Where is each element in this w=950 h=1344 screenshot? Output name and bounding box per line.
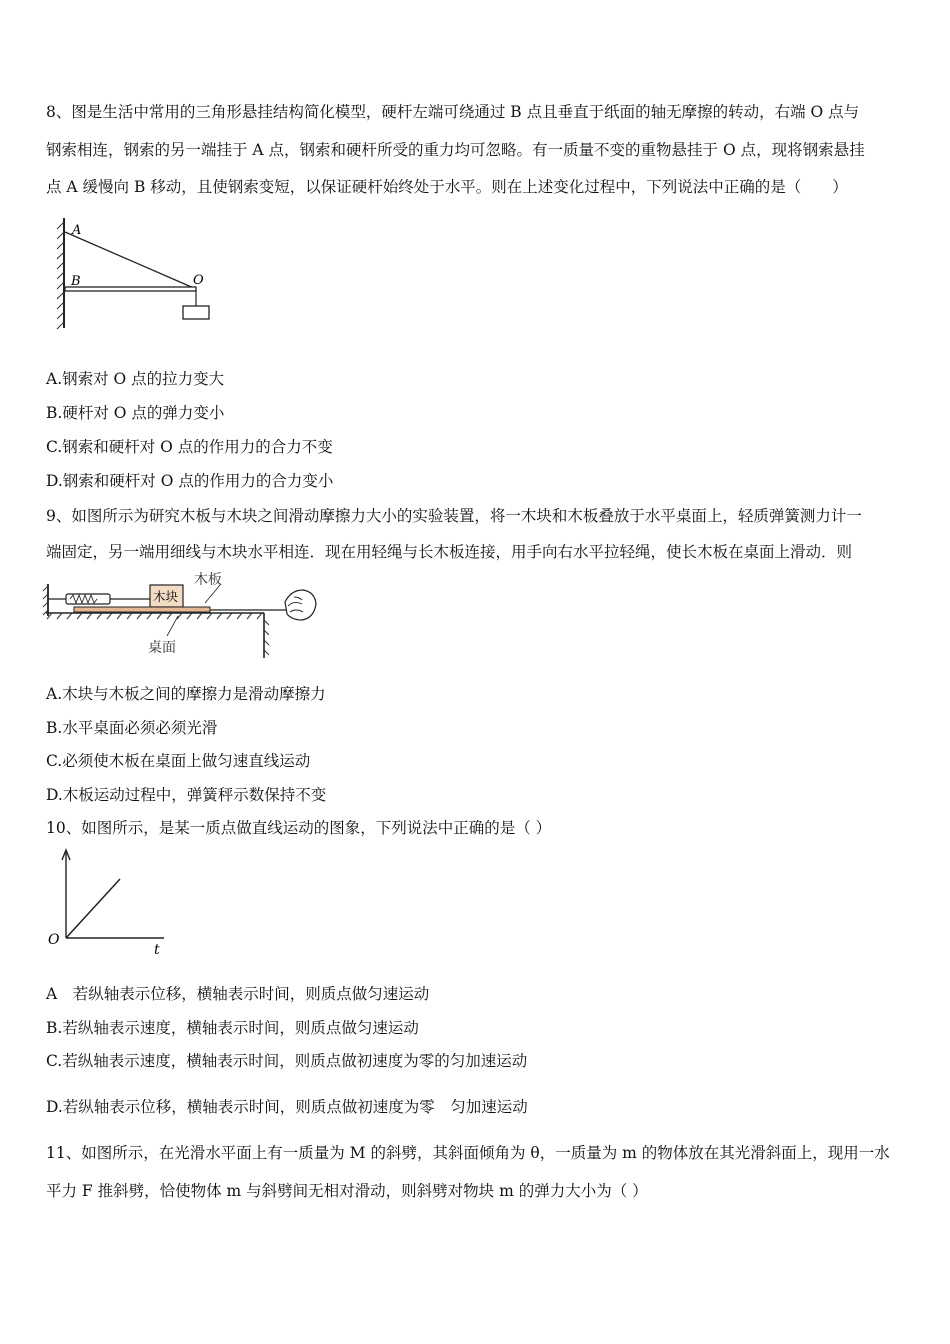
q9-option-a: A.木块与木板之间的摩擦力是滑动摩擦力 <box>46 685 326 703</box>
hand-icon <box>285 590 316 620</box>
q9-option-c: C.必须使木板在桌面上做匀速直线运动 <box>46 752 311 770</box>
q8-option-a: A.钢索对 O 点的拉力变大 <box>46 370 225 388</box>
q9-line-2: 端固定，另一端用细线与木块水平相连．现在用轻绳与长木板连接，用手向右水平拉轻绳，使长木板在桌面上滑动．则 <box>46 543 853 561</box>
q9-option-b: B.水平桌面必须必须光滑 <box>46 719 218 737</box>
q10-option-b: B.若纵轴表示速度，横轴表示时间，则质点做匀速运动 <box>46 1019 419 1037</box>
q8-line-3: 点 A 缓慢向 B 移动，且使钢索变短，以保证硬杆始终处于水平。则在上述变化过程中，下列说法中正确的是（ ） <box>46 178 848 196</box>
label-block: 木块 <box>153 589 179 604</box>
label-table: 桌面 <box>148 640 176 656</box>
q8-option-d: D.钢索和硬杆对 O 点的作用力的合力变小 <box>46 472 334 490</box>
steel-cable <box>65 232 196 289</box>
graph-line <box>66 879 120 938</box>
label-origin: O <box>48 932 60 948</box>
q10-option-a: A 若纵轴表示位移，横轴表示时间，则质点做匀速运动 <box>46 985 430 1003</box>
q10-graph-figure <box>42 846 172 960</box>
q8-line-2: 钢索相连，钢索的另一端挂于 A 点，钢索和硬杆所受的重力均可忽略。有一质量不变的重物悬挂于 O 点，现将钢索悬挂 <box>46 141 865 159</box>
q11-line-1: 11、如图所示，在光滑水平面上有一质量为 M 的斜劈，其斜面倾角为 θ，一质量为 m 的物体放在其光滑斜面上，现用一水 <box>46 1144 890 1162</box>
q9-line-1: 9、如图所示为研究木板与木块之间滑动摩擦力大小的实验装置，将一木块和木板叠放于水平桌面上，轻质弹簧测力计一 <box>46 507 862 525</box>
q8-line-1: 8、图是生活中常用的三角形悬挂结构简化模型，硬杆左端可绕通过 B 点且垂直于纸面的轴无摩擦的转动，右端 O 点与 <box>46 103 860 121</box>
weight-block <box>183 306 209 319</box>
q9-friction-experiment-figure <box>42 570 317 662</box>
label-b: B <box>71 274 81 289</box>
q8-hanging-structure-figure <box>52 212 222 332</box>
q8-option-c: C.钢索和硬杆对 O 点的作用力的合力不变 <box>46 438 333 456</box>
q11-line-2: 平力 F 推斜劈，恰使物体 m 与斜劈间无相对滑动，则斜劈对物块 m 的弹力大小为（ ） <box>46 1182 648 1200</box>
label-board: 木板 <box>194 572 222 588</box>
q10-line-1: 10、如图所示，是某一质点做直线运动的图象，下列说法中正确的是（ ） <box>46 819 552 837</box>
q8-option-b: B.硬杆对 O 点的弹力变小 <box>46 404 225 422</box>
label-t: t <box>154 942 160 958</box>
label-a: A <box>72 223 82 238</box>
q10-option-c: C.若纵轴表示速度，横轴表示时间，则质点做初速度为零的匀加速运动 <box>46 1052 528 1070</box>
rigid-rod <box>65 287 196 291</box>
label-o: O <box>193 273 204 288</box>
wood-board <box>74 607 210 612</box>
q10-option-d: D.若纵轴表示位移，横轴表示时间，则质点做初速度为零 匀加速运动 <box>46 1098 528 1116</box>
q9-option-d: D.木板运动过程中，弹簧秤示数保持不变 <box>46 786 327 804</box>
